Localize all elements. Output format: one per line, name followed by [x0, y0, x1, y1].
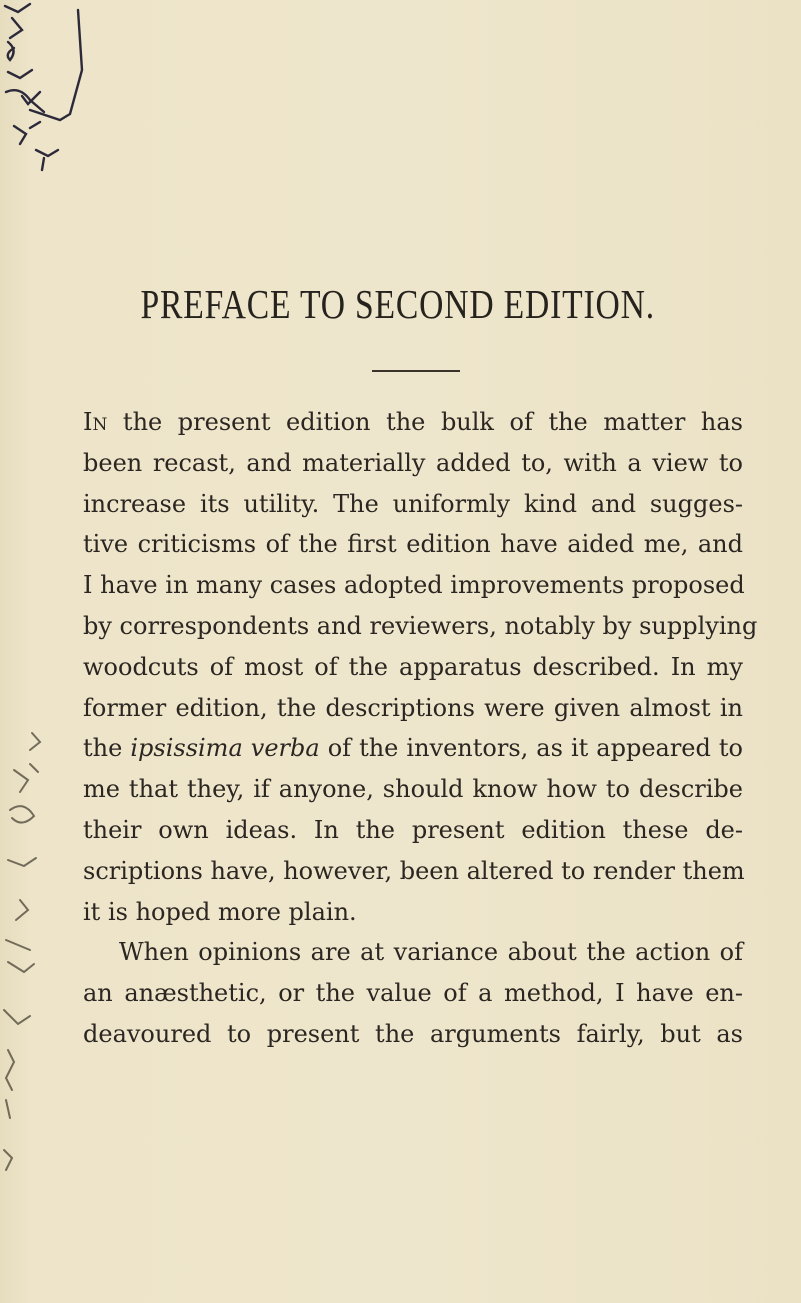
paragraph-line: I have in many cases adopted improvements proposed — [83, 571, 745, 600]
preface-body — [83, 402, 758, 1055]
paragraph-line: scriptions have, however, been altered to render them — [83, 856, 745, 885]
paragraph-line: by correspondents and reviewers, notably by supplying — [83, 611, 758, 640]
paragraph-line: increase its utility. The uniformly kind and sugges- — [83, 489, 743, 518]
title-divider — [372, 370, 460, 372]
paragraph-line: former edition, the descriptions were given almost in — [83, 693, 743, 722]
paragraph-line: me that they, if anyone, should know how to describe — [83, 775, 743, 804]
paragraph-line: deavoured to present the arguments fairly, but as — [83, 1019, 743, 1048]
paragraph-line: their own ideas. In the present edition these de- — [83, 815, 743, 844]
paragraph-line: been recast, and materially added to, with a view to — [83, 448, 743, 477]
paragraph-line: woodcuts of most of the apparatus described. In my — [83, 652, 743, 681]
latin-phrase: ipsissima verba — [130, 734, 320, 763]
paragraph-line: tive criticisms of the first edition have aided me, and — [83, 530, 743, 559]
paragraph-line: it is hoped more plain. — [83, 897, 357, 926]
paragraph-line: the ipsissima verba of the inventors, as it appeared to — [83, 734, 743, 763]
page-title: PREFACE TO SECOND EDITION. — [140, 281, 655, 327]
paragraph-line: When opinions are at variance about the action of — [119, 938, 743, 967]
drop-word: In — [83, 408, 108, 436]
paragraph-line: an anæsthetic, or the value of a method, I have en- — [83, 979, 743, 1008]
paragraph-line: In the present edition the bulk of the matter has — [83, 408, 743, 436]
